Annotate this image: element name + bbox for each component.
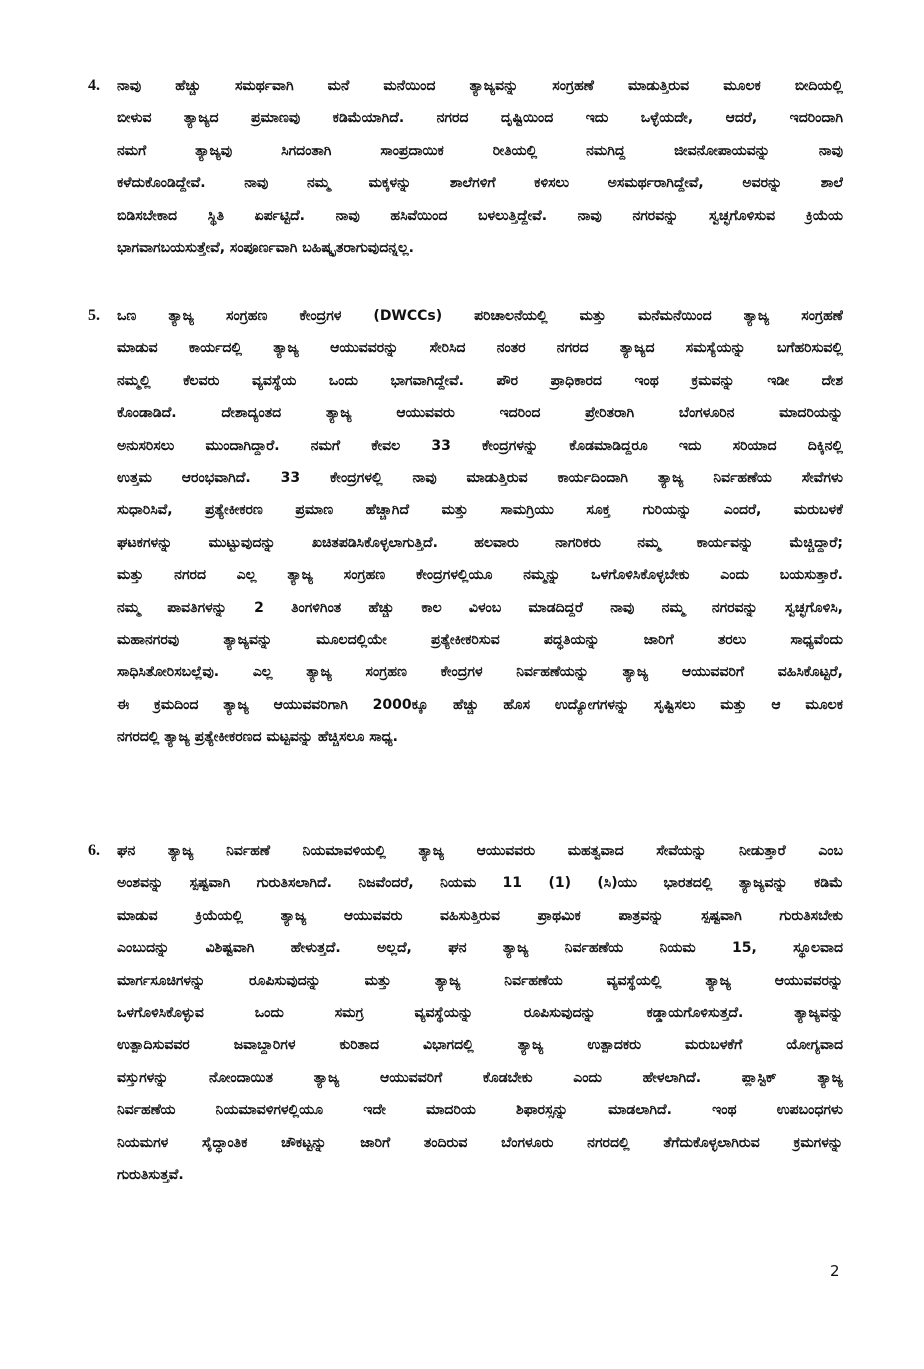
text-line: ಕೊಂಡಾಡಿದೆ. ದೇಶಾದ್ಯಂತದ ತ್ಯಾಜ್ಯ ಆಯುವವರು ಇದರಿಂದ ಪ್ರೇರಿತರಾಗಿ ಬೆಂಗಳೂರಿನ ಮಾದರಿಯನ್ನು	[117, 405, 843, 422]
text-line: ಒಣ ತ್ಯಾಜ್ಯ ಸಂಗ್ರಹಣ ಕೇಂದ್ರಗಳ (DWCCs) ಪರಿಚಾಲನೆಯಲ್ಲಿ ಮತ್ತು ಮನೆಮನೆಯಿಂದ ತ್ಯಾಜ್ಯ ಸಂಗ್ರಹಣೆ	[117, 308, 843, 324]
text-line: ನಿಯಮಗಳ ಸೈದ್ಧಾಂತಿಕ ಚೌಕಟ್ಟನ್ನು ಜಾರಿಗೆ ತಂದಿರುವ ಬೆಂಗಳೂರು ನಗರದಲ್ಲಿ ತೆಗೆದುಕೊಳ್ಳಲಾಗಿರುವ ಕ್ರಮಗಳನ್ನು	[117, 1134, 843, 1151]
text-line: ಕಳೆದುಕೊಂಡಿದ್ದೇವೆ. ನಾವು ನಮ್ಮ ಮಕ್ಕಳನ್ನು ಶಾಲೆಗಳಿಗೆ ಕಳಿಸಲು ಅಸಮರ್ಥರಾಗಿದ್ದೇವೆ, ಅವರನ್ನು ಶಾಲೆ	[117, 175, 843, 192]
text-line: ಈ ಕ್ರಮದಿಂದ ತ್ಯಾಜ್ಯ ಆಯುವವರಿಗಾಗಿ 2000ಕ್ಕೂ ಹೆಚ್ಚು ಹೊಸ ಉದ್ಯೋಗಗಳನ್ನು ಸೃಷ್ಟಿಸಲು ಮತ್ತು ಆ ಮೂಲಕ	[117, 696, 843, 713]
text-line: ಬಿಡಿಸಬೇಕಾದ ಸ್ಥಿತಿ ಏರ್ಪಟ್ಟಿದೆ. ನಾವು ಹಸಿವೆಯಿಂದ ಬಳಲುತ್ತಿದ್ದೇವೆ. ನಾವು ನಗರವನ್ನು ಸ್ವಚ್ಛಗೊಳಿಸುವ ಕ್ರಿಯೆಯ	[117, 207, 843, 224]
text-line: ನಾವು ಹೆಚ್ಚು ಸಮರ್ಥವಾಗಿ ಮನೆ ಮನೆಯಿಂದ ತ್ಯಾಜ್ಯವನ್ನು ಸಂಗ್ರಹಣೆ ಮಾಡುತ್ತಿರುವ ಮೂಲಕ ಬೀದಿಯಲ್ಲಿ	[117, 78, 843, 94]
text-line: ಮಾರ್ಗಸೂಚಿಗಳನ್ನು ರೂಪಿಸುವುದನ್ನು ಮತ್ತು ತ್ಯಾಜ್ಯ ನಿರ್ವಹಣೆಯ ವ್ಯವಸ್ಥೆಯಲ್ಲಿ ತ್ಯಾಜ್ಯ ಆಯುವವರನ್ನು	[117, 972, 843, 989]
page-number: 2	[830, 1262, 840, 1280]
text-line: ನಮಗೆ ತ್ಯಾಜ್ಯವು ಸಿಗದಂತಾಗಿ ಸಾಂಪ್ರದಾಯಿಕ ರೀತಿಯಲ್ಲಿ ನಮಗಿದ್ದ ಜೀವನೋಪಾಯವನ್ನು ನಾವು	[117, 142, 843, 159]
numbered-paragraph-6	[88, 835, 843, 1191]
text-line: ಬೀಳುವ ತ್ಯಾಜ್ಯದ ಪ್ರಮಾಣವು ಕಡಿಮೆಯಾಗಿದೆ. ನಗರದ ದೃಷ್ಟಿಯಿಂದ ಇದು ಒಳ್ಳೆಯದೇ, ಆದರೆ, ಇದರಿಂದಾಗಿ	[117, 110, 843, 127]
text-line: ಉತ್ಪಾದಿಸುವವರ ಜವಾಬ್ದಾರಿಗಳ ಕುರಿತಾದ ವಿಭಾಗದಲ್ಲಿ ತ್ಯಾಜ್ಯ ಉತ್ಪಾದಕರು ಮರುಬಳಕೆಗೆ ಯೋಗ್ಯವಾದ	[117, 1037, 843, 1054]
text-line: ಸಾಧಿಸಿತೋರಿಸಬಲ್ಲೆವು. ಎಲ್ಲ ತ್ಯಾಜ್ಯ ಸಂಗ್ರಹಣ ಕೇಂದ್ರಗಳ ನಿರ್ವಹಣೆಯನ್ನು ತ್ಯಾಜ್ಯ ಆಯುವವರಿಗೆ ವಹಿಸಿಕೊಟ್ಟರೆ,	[117, 664, 843, 681]
text-line: ಗುರುತಿಸುತ್ತವೆ.	[117, 1166, 184, 1183]
text-line: ಸುಧಾರಿಸಿವೆ, ಪ್ರತ್ಯೇಕೀಕರಣ ಪ್ರಮಾಣ ಹೆಚ್ಚಾಗಿದೆ ಮತ್ತು ಸಾಮಗ್ರಿಯು ಸೂಕ್ತ ಗುರಿಯನ್ನು ಎಂದರೆ, ಮರುಬಳಕೆ	[117, 502, 843, 519]
text-line: ಉತ್ತಮ ಆರಂಭವಾಗಿದೆ. 33 ಕೇಂದ್ರಗಳಲ್ಲಿ ನಾವು ಮಾಡುತ್ತಿರುವ ಕಾರ್ಯದಿಂದಾಗಿ ತ್ಯಾಜ್ಯ ನಿರ್ವಹಣೆಯ ಸೇವೆಗಳು	[117, 469, 843, 486]
text-line: ವಸ್ತುಗಳನ್ನು ನೋಂದಾಯಿತ ತ್ಯಾಜ್ಯ ಆಯುವವರಿಗೆ ಕೊಡಬೇಕು ಎಂದು ಹೇಳಲಾಗಿದೆ. ಪ್ಲಾಸ್ಟಿಕ್ ತ್ಯಾಜ್ಯ	[117, 1069, 843, 1086]
text-line: ನಗರದಲ್ಲಿ ತ್ಯಾಜ್ಯ ಪ್ರತ್ಯೇಕೀಕರಣದ ಮಟ್ಟವನ್ನು ಹೆಚ್ಚಿಸಲೂ ಸಾಧ್ಯ.	[117, 729, 398, 746]
text-line: ಭಾಗವಾಗಬಯಸುತ್ತೇವೆ, ಸಂಪೂರ್ಣವಾಗಿ ಬಹಿಷ್ಕೃತರಾಗುವುದನ್ನಲ್ಲ.	[117, 239, 414, 256]
text-line: ಮಾಡುವ ಕಾರ್ಯದಲ್ಲಿ ತ್ಯಾಜ್ಯ ಆಯುವವರನ್ನು ಸೇರಿಸಿದ ನಂತರ ನಗರದ ತ್ಯಾಜ್ಯದ ಸಮಸ್ಯೆಯನ್ನು ಬಗೆಹರಿಸುವಲ್ಲಿ	[117, 340, 843, 357]
text-line: ಮಹಾನಗರವು ತ್ಯಾಜ್ಯವನ್ನು ಮೂಲದಲ್ಲಿಯೇ ಪ್ರತ್ಯೇಕೀಕರಿಸುವ ಪದ್ಧತಿಯನ್ನು ಜಾರಿಗೆ ತರಲು ಸಾಧ್ಯವೆಂದು	[117, 631, 843, 648]
text-line: ಅಂಶವನ್ನು ಸ್ಪಷ್ಟವಾಗಿ ಗುರುತಿಸಲಾಗಿದೆ. ನಿಜವೆಂದರೆ, ನಿಯಮ 11 (1) (ಸಿ)ಯು ಭಾರತದಲ್ಲಿ ತ್ಯಾಜ್ಯವನ್ನು ಕಡಿಮೆ	[117, 875, 843, 892]
text-line: ಮಾಡುವ ಕ್ರಿಯೆಯಲ್ಲಿ ತ್ಯಾಜ್ಯ ಆಯುವವರು ವಹಿಸುತ್ತಿರುವ ಪ್ರಾಥಮಿಕ ಪಾತ್ರವನ್ನು ಸ್ಪಷ್ಟವಾಗಿ ಗುರುತಿಸಬೇಕು	[117, 907, 843, 924]
numbered-paragraph-4	[88, 70, 843, 264]
text-line: ನಿರ್ವಹಣೆಯ ನಿಯಮಾವಳಿಗಳಲ್ಲಿಯೂ ಇದೇ ಮಾದರಿಯ ಶಿಫಾರಸ್ಸನ್ನು ಮಾಡಲಾಗಿದೆ. ಇಂಥ ಉಪಬಂಧಗಳು	[117, 1102, 843, 1119]
text-line: ಮತ್ತು ನಗರದ ಎಲ್ಲ ತ್ಯಾಜ್ಯ ಸಂಗ್ರಹಣ ಕೇಂದ್ರಗಳಲ್ಲಿಯೂ ನಮ್ಮನ್ನು ಒಳಗೊಳಿಸಿಕೊಳ್ಳಬೇಕು ಎಂದು ಬಯಸುತ್ತಾರೆ.	[117, 567, 843, 584]
text-line: ನಮ್ಮಲ್ಲಿ ಕೆಲವರು ವ್ಯವಸ್ಥೆಯ ಒಂದು ಭಾಗವಾಗಿದ್ದೇವೆ. ಪೌರ ಪ್ರಾಧಿಕಾರದ ಇಂಥ ಕ್ರಮವನ್ನು ಇಡೀ ದೇಶ	[117, 372, 843, 389]
text-line: ಅನುಸರಿಸಲು ಮುಂದಾಗಿದ್ದಾರೆ. ನಮಗೆ ಕೇವಲ 33 ಕೇಂದ್ರಗಳನ್ನು ಕೊಡಮಾಡಿದ್ದರೂ ಇದು ಸರಿಯಾದ ದಿಕ್ಕಿನಲ್ಲಿ	[117, 437, 843, 454]
text-line: ನಮ್ಮ ಪಾವತಿಗಳನ್ನು 2 ತಿಂಗಳಿಗಿಂತ ಹೆಚ್ಚು ಕಾಲ ವಿಳಂಬ ಮಾಡದಿದ್ದರೆ ನಾವು ನಮ್ಮ ನಗರವನ್ನು ಸ್ವಚ್ಛಗೊಳಿಸಿ,	[117, 599, 843, 616]
paragraph-number: 5.	[88, 307, 100, 324]
paragraph-number: 4.	[88, 77, 100, 94]
numbered-paragraph-5	[88, 300, 843, 753]
paragraph-number: 6.	[88, 842, 100, 859]
text-line: ಘನ ತ್ಯಾಜ್ಯ ನಿರ್ವಹಣೆ ನಿಯಮಾವಳಿಯಲ್ಲಿ ತ್ಯಾಜ್ಯ ಆಯುವವರು ಮಹತ್ವವಾದ ಸೇವೆಯನ್ನು ನೀಡುತ್ತಾರೆ ಎಂಬ	[117, 843, 843, 859]
text-line: ಒಳಗೊಳಿಸಿಕೊಳ್ಳುವ ಒಂದು ಸಮಗ್ರ ವ್ಯವಸ್ಥೆಯನ್ನು ರೂಪಿಸುವುದನ್ನು ಕಡ್ಡಾಯಗೊಳಿಸುತ್ತದೆ. ತ್ಯಾಜ್ಯವನ್ನು	[117, 1004, 843, 1021]
text-line: ಎಂಬುದನ್ನು ವಿಶಿಷ್ಟವಾಗಿ ಹೇಳುತ್ತದೆ. ಅಲ್ಲದೆ, ಘನ ತ್ಯಾಜ್ಯ ನಿರ್ವಹಣೆಯ ನಿಯಮ 15, ಸ್ಥೂಲವಾದ	[117, 940, 843, 957]
text-line: ಘಟಕಗಳನ್ನು ಮುಟ್ಟುವುದನ್ನು ಖಚಿತಪಡಿಸಿಕೊಳ್ಳಲಾಗುತ್ತಿದೆ. ಹಲವಾರು ನಾಗರಿಕರು ನಮ್ಮ ಕಾರ್ಯವನ್ನು ಮೆಚ್ಚಿದ್ದಾರೆ;	[117, 534, 843, 551]
